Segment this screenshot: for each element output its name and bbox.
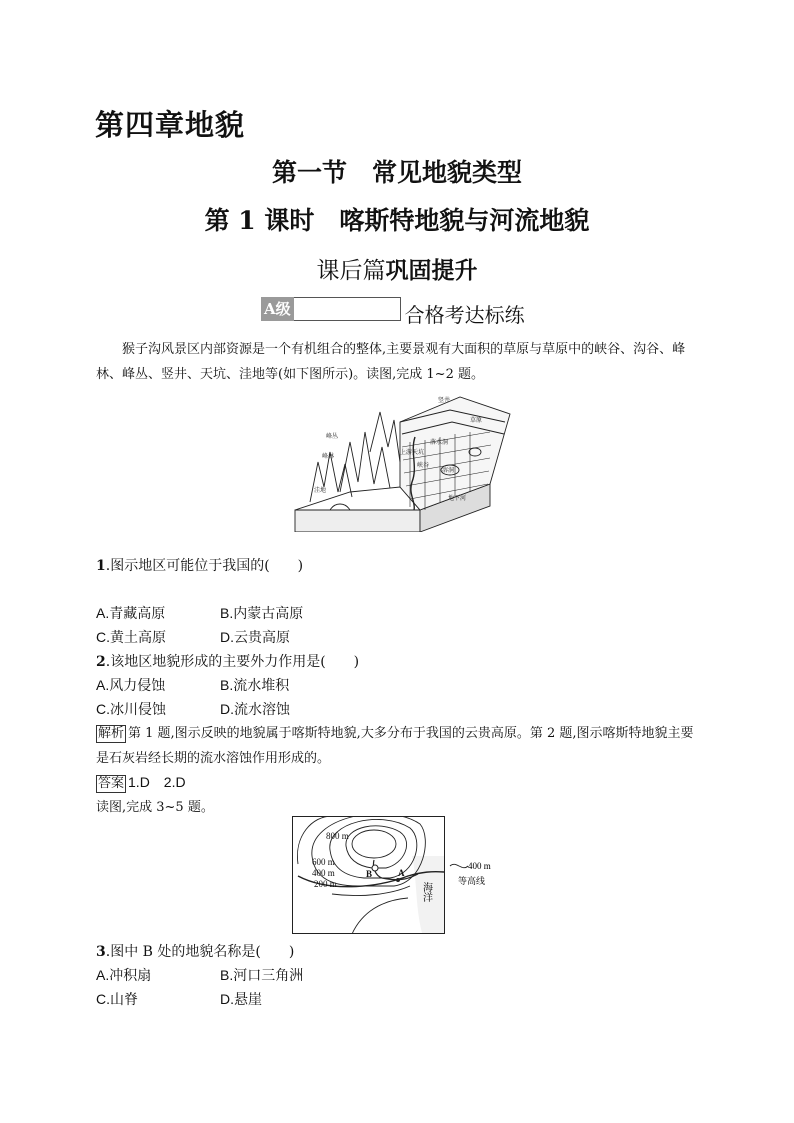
legend-value: 400 m	[468, 861, 491, 871]
sea-label: 海洋	[420, 882, 432, 902]
fig1-label: 上游天坑	[400, 449, 425, 456]
level-header	[261, 295, 525, 327]
analysis-block	[96, 721, 704, 771]
subtitle	[0, 252, 794, 285]
option: C.黄土高原	[96, 629, 166, 645]
fig1-label: 地下河	[448, 495, 467, 502]
question-stem: .该地区地貌形成的主要外力作用是( )	[105, 654, 360, 670]
option: A.风力侵蚀	[96, 677, 166, 693]
answer-block	[96, 772, 186, 793]
fig1-label: 草原	[470, 417, 483, 424]
question-number: 2	[96, 654, 106, 670]
option: D.流水溶蚀	[220, 701, 290, 717]
level-text: 合格考达标练	[404, 302, 525, 327]
contour-label: 600 m	[312, 857, 335, 867]
option: C.山脊	[96, 991, 138, 1007]
fig1-label: 溶洞	[442, 467, 455, 474]
question-2	[96, 651, 359, 671]
option: A.冲积扇	[96, 967, 152, 983]
answer-text: 1.D 2.D	[128, 774, 186, 790]
section-title: 第一节 常见地貌类型	[271, 158, 522, 187]
question-number: 1	[96, 558, 106, 574]
contour-label: 200 m	[314, 879, 337, 889]
contour-map	[292, 816, 504, 934]
karst-block-diagram	[290, 392, 515, 532]
option: A.青藏高原	[96, 605, 166, 621]
lesson-title: 第 1 课时 喀斯特地貌与河流地貌	[204, 206, 590, 235]
option: D.悬崖	[220, 991, 262, 1007]
fig1-label: 峰林	[322, 453, 335, 460]
option: C.冰川侵蚀	[96, 701, 166, 717]
option: D.云贵高原	[220, 629, 290, 645]
level-box	[294, 297, 401, 321]
legend-name: 等高线	[458, 877, 486, 887]
option: B.河口三角洲	[220, 967, 304, 983]
subtitle-part-a: 课后篇	[316, 258, 386, 284]
fig1-label: 峰丛	[326, 433, 339, 440]
intro-2: 读图,完成 3~5 题。	[96, 800, 214, 815]
question-stem: .图示地区可能位于我国的( )	[105, 558, 304, 574]
level-badge: A级	[261, 297, 294, 321]
intro-paragraph: 猴子沟风景区内部资源是一个有机组合的整体,主要景观有大面积的草原与草原中的峡谷、沟谷、峰林、峰丛、竖井、天坑、洼地等(如下图所示)。读图,完成 1~2 题。	[96, 342, 686, 382]
analysis-tag: 解析	[98, 726, 125, 741]
analysis-text: 第 1 题,图示反映的地貌属于喀斯特地貌,大多分布于我国的云贵高原。第 2 题,图示喀斯特地貌主要是石灰岩经长期的流水溶蚀作用形成的。	[96, 726, 694, 766]
question-number: 3	[96, 944, 106, 960]
question-3	[96, 941, 294, 961]
question-1	[96, 555, 303, 575]
contour-label: 800 m	[326, 831, 349, 841]
point-label: B	[366, 869, 373, 879]
point-label: A	[398, 868, 405, 878]
option: B.内蒙古高原	[220, 605, 304, 621]
fig1-label: 竖井	[438, 397, 451, 404]
contour-label: 400 m	[312, 868, 335, 878]
option: B.流水堆积	[220, 677, 290, 693]
chapter-title: 第四章地貌	[95, 108, 246, 142]
fig1-label: 洼地	[314, 487, 327, 494]
answer-tag: 答案	[98, 776, 125, 791]
subtitle-part-b: 巩固提升	[385, 257, 478, 284]
question-stem: .图中 B 处的地貌名称是( )	[105, 944, 295, 960]
fig1-label: 落水洞	[430, 439, 449, 446]
fig1-label: 峡谷	[417, 462, 430, 469]
